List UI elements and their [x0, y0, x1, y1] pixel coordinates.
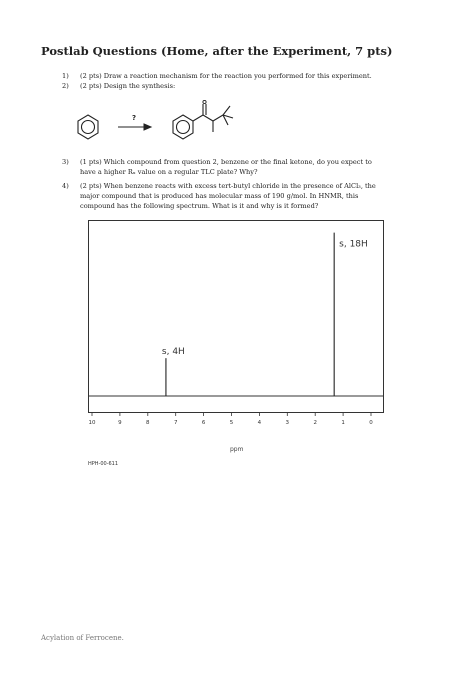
- x-tick-label: 6: [201, 420, 206, 426]
- carbonyl-oxygen: [203, 100, 206, 103]
- x-axis-label: ppm: [230, 446, 244, 453]
- nmr-spectrum: [88, 220, 386, 442]
- question-text: have a higher Rₓ value on a regular TLC plate? Why?: [80, 168, 258, 176]
- reaction-arrow: [118, 124, 151, 130]
- x-tick-label: 10: [88, 420, 96, 426]
- question-2: [62, 82, 462, 92]
- question-number: 2): [62, 82, 69, 90]
- question-text: major compound that is produced has molecular mass of 190 g/mol. In HNMR, this: [80, 192, 359, 200]
- question-text: (2 pts) Design the synthesis:: [80, 82, 176, 90]
- peak-annotation: s, 18H: [339, 239, 368, 250]
- page-title: Postlab Questions (Home, after the Experiment, 7 pts): [41, 44, 393, 58]
- question-number: 3): [62, 158, 69, 166]
- peaks: [162, 233, 368, 396]
- x-tick-label: 3: [285, 420, 290, 426]
- tick-marks: [89, 412, 374, 426]
- synthesis-scheme: [60, 95, 260, 155]
- question-4: [62, 182, 462, 212]
- question-text: (2 pts) Draw a reaction mechanism for the reaction you performed for this experiment.: [80, 72, 372, 80]
- question-number: 4): [62, 182, 69, 190]
- x-tick-label: 0: [369, 420, 373, 426]
- ketone-structure: [173, 104, 233, 139]
- benzene-structure: [78, 115, 98, 139]
- page-footer: Acylation of Ferrocene.: [41, 634, 124, 642]
- question-number: 1): [62, 72, 69, 80]
- spectrum-code-label: HPH-00-611: [88, 461, 119, 467]
- x-tick-label: 5: [229, 420, 234, 426]
- x-tick-label: 8: [146, 420, 150, 426]
- question-text: (1 pts) Which compound from question 2, benzene or the final ketone, do you expect to: [80, 158, 372, 166]
- x-tick-label: 4: [257, 420, 262, 426]
- arrow-question-mark: ?: [132, 114, 137, 122]
- x-tick-label: 1: [341, 420, 345, 426]
- question-text: compound has the following spectrum. What is it and why is it formed?: [80, 202, 319, 210]
- question-1: [62, 72, 462, 82]
- x-tick-label: 9: [118, 420, 122, 426]
- x-tick-label: 2: [313, 420, 317, 426]
- question-3: [62, 158, 462, 178]
- nmr-plot: [88, 220, 386, 442]
- x-tick-label: 7: [173, 420, 178, 426]
- peak-annotation: s, 4H: [161, 347, 185, 358]
- question-text: (2 pts) When benzene reacts with excess tert-butyl chloride in the presence of AlCl₃, the: [80, 182, 376, 190]
